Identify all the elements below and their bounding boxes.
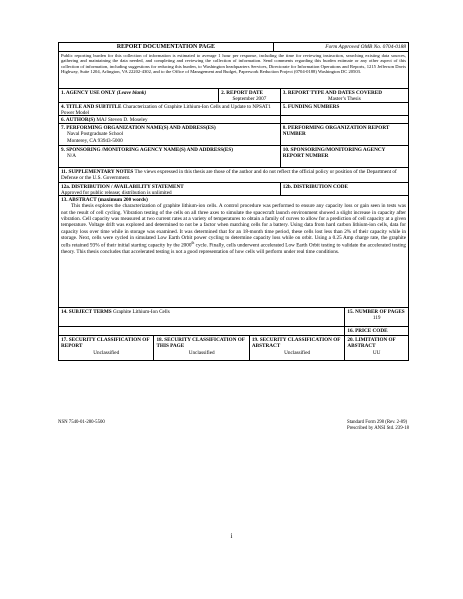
report-type-field bbox=[280, 89, 408, 102]
omb-number: Form Approved OMB No. 0704-0188 bbox=[273, 43, 408, 51]
sponsoring-agency-value: N/A bbox=[67, 153, 76, 160]
row-12 bbox=[59, 182, 408, 195]
abstract-field bbox=[59, 196, 408, 307]
subject-terms-continued bbox=[59, 327, 344, 335]
report-documentation-form bbox=[58, 42, 409, 361]
sponsoring-agency-field bbox=[59, 146, 280, 167]
page-number: i bbox=[230, 532, 233, 540]
row-9-10 bbox=[59, 145, 408, 167]
page-classification-field bbox=[153, 336, 248, 360]
report-type-value: Master’s Thesis bbox=[327, 96, 361, 103]
page-classification-label: 18. SECURITY CLASSIFICATION OF THIS PAGE bbox=[156, 336, 245, 350]
distribution-statement-field bbox=[59, 183, 280, 195]
agency-use-note: (Leave blank) bbox=[116, 89, 147, 96]
number-of-pages-value: 119 bbox=[372, 315, 381, 322]
sponsoring-agency-label: 9. SPONSORING /MONITORING AGENCY NAME(S) AND ADDRESS(ES) bbox=[61, 146, 233, 153]
subject-terms-field bbox=[59, 308, 344, 326]
supplementary-notes-field bbox=[59, 168, 408, 182]
report-type-label: 3. REPORT TYPE AND DATES COVERED bbox=[282, 89, 382, 96]
funding-numbers-continued bbox=[280, 116, 408, 123]
nsn-number: NSN 7540-01-280-5500 bbox=[58, 420, 105, 425]
report-date-label: 2. REPORT DATE bbox=[221, 89, 263, 96]
author-value: MAJ Steven D. Moseley bbox=[96, 116, 148, 123]
performing-org-field bbox=[59, 124, 280, 145]
report-date-value: September 2007 bbox=[232, 96, 267, 103]
form-header-row bbox=[59, 43, 408, 51]
distribution-statement-label: 12a. DISTRIBUTION / AVAILABILITY STATEMENT bbox=[61, 183, 184, 190]
standard-form-info bbox=[347, 420, 409, 432]
subject-terms-value: Graphite Lithium-Ion Cells bbox=[113, 308, 170, 315]
page-classification-value: Unclassified bbox=[188, 349, 215, 356]
form-footer bbox=[58, 420, 409, 432]
funding-numbers-label: 5. FUNDING NUMBERS bbox=[280, 103, 408, 115]
title-field bbox=[59, 103, 280, 115]
performing-org-label: 7. PERFORMING ORGANIZATION NAME(S) AND ADDRESS(ES) bbox=[61, 124, 216, 131]
title-label: 4. TITLE AND SUBTITLE bbox=[61, 103, 122, 110]
performing-org-address: Monterey, CA 93943-5000 bbox=[67, 137, 123, 144]
abstract-classification-label: 19. SECURITY CLASSIFICATION OF ABSTRACT bbox=[251, 336, 341, 350]
report-classification-value: Unclassified bbox=[93, 349, 120, 356]
abstract-text-part-2: cycle. Finally, cells underwent accelerated Low Earth Orbit testing to validate the accelerated testing theory. This thesis concludes that accelerated testing is not a good representation of how cells will perform under real time conditions. bbox=[61, 242, 407, 256]
row-7-8 bbox=[59, 123, 408, 145]
supplementary-notes-value: The views expressed in this thesis are those of the author and do not reflect the official policy or position of the Department of Defense or the U.S. Government. bbox=[61, 168, 397, 182]
distribution-statement-value: Approved for public release; distribution is unlimited bbox=[61, 190, 172, 197]
row-11 bbox=[59, 167, 408, 182]
title-value: Characterization of Graphite Lithium-Ion Cells and Update to NPSAT1 Power Model bbox=[61, 103, 271, 117]
abstract-text-part-1: This thesis explores the characterization of graphite lithium-ion cells. A control procedure was performed to ensure any capacity loss or gain seen in tests was not the result of cell cycling. Vibration testing of the cells on all three axes to simulate the spacecraft launch environment showed a slight increase in capacity after vibration. Cell capacity was measured at two current rates at a variety of temperatures to obtain a family of curves to allow for a prediction of cell capacity at a given temperature. Voltage drift was explored and determined to not be a factor when matching cells for a battery. Using data from hard carbon lithium-ion cells, data for capacity loss over time while in storage was examined. It was determined that for an 18-month time period, these cells lost less than 2% of their capacity while in storage. Next, cells were cycled in simulated Low Earth Orbit power cycling to determine capacity loss while on orbit. Using a 0.25 Amp charge rate, the graphite cells retained 93% of their initial starting capacity by the 2000 bbox=[61, 203, 406, 249]
burden-statement-row bbox=[59, 51, 408, 88]
price-code-label: 16. PRICE CODE bbox=[344, 327, 408, 335]
ansi-standard: Prescribed by ANSI Std. 239-18 bbox=[347, 425, 409, 431]
author-label: 6. AUTHOR(S) bbox=[61, 116, 96, 123]
row-4-5 bbox=[59, 102, 408, 115]
row-6 bbox=[59, 115, 408, 123]
row-16 bbox=[59, 326, 408, 335]
agency-use-field bbox=[59, 89, 218, 102]
abstract-classification-value: Unclassified bbox=[284, 349, 311, 356]
distribution-code-label: 12b. DISTRIBUTION CODE bbox=[280, 183, 408, 195]
sponsoring-report-number-label: 10. SPONSORING/MONITORING AGENCY REPORT NUMBER bbox=[280, 146, 408, 167]
performing-org-report-number-label: 8. PERFORMING ORGANIZATION REPORT NUMBER bbox=[280, 124, 408, 145]
abstract-classification-field bbox=[249, 336, 344, 360]
number-of-pages-label: 15. NUMBER OF PAGES bbox=[347, 308, 405, 315]
report-classification-label: 17. SECURITY CLASSIFICATION OF REPORT bbox=[61, 336, 150, 350]
subject-terms-label: 14. SUBJECT TERMS bbox=[61, 308, 112, 315]
report-classification-field bbox=[59, 336, 153, 360]
agency-use-label: 1. AGENCY USE ONLY bbox=[61, 89, 116, 96]
row-14-15 bbox=[59, 307, 408, 326]
abstract-superscript: th bbox=[191, 241, 195, 246]
limitation-value: UU bbox=[372, 349, 381, 356]
number-of-pages-field bbox=[344, 308, 408, 326]
row-1-3 bbox=[59, 88, 408, 102]
supplementary-notes-label: 11. SUPPLEMENTARY NOTES bbox=[61, 168, 134, 175]
limitation-field bbox=[344, 336, 408, 360]
report-date-field bbox=[218, 89, 280, 102]
performing-org-name: Naval Postgraduate School bbox=[67, 131, 124, 138]
row-13 bbox=[59, 195, 408, 307]
form-title: REPORT DOCUMENTATION PAGE bbox=[116, 43, 216, 50]
abstract-label: 13. ABSTRACT (maximum 200 words) bbox=[61, 196, 148, 203]
author-field bbox=[59, 116, 280, 123]
standard-form-number: Standard Form 298 (Rev. 2-89) bbox=[347, 420, 408, 425]
row-17-20 bbox=[59, 335, 408, 360]
burden-statement: Public reporting burden for this collection of information is estimated to average 1 hour per response, including the time for reviewing instruction, searching existing data sources, gathering and maintaining the data needed, and completing and reviewing the collection of information. Send comments regarding this burden estimate or any other aspect of this collection of information, including suggestions for reducing this burden, to Washington headquarters Services, Directorate for Information Operations and Reports, 1215 Jefferson Davis Highway, Suite 1204, Arlington, VA 22202-4302, and to the Office of Management and Budget, Paperwork Reduction Project (0704-0188) Washington DC 20503. bbox=[61, 52, 406, 75]
abstract-text bbox=[61, 203, 406, 255]
limitation-label: 20. LIMITATION OF ABSTRACT bbox=[347, 336, 396, 350]
